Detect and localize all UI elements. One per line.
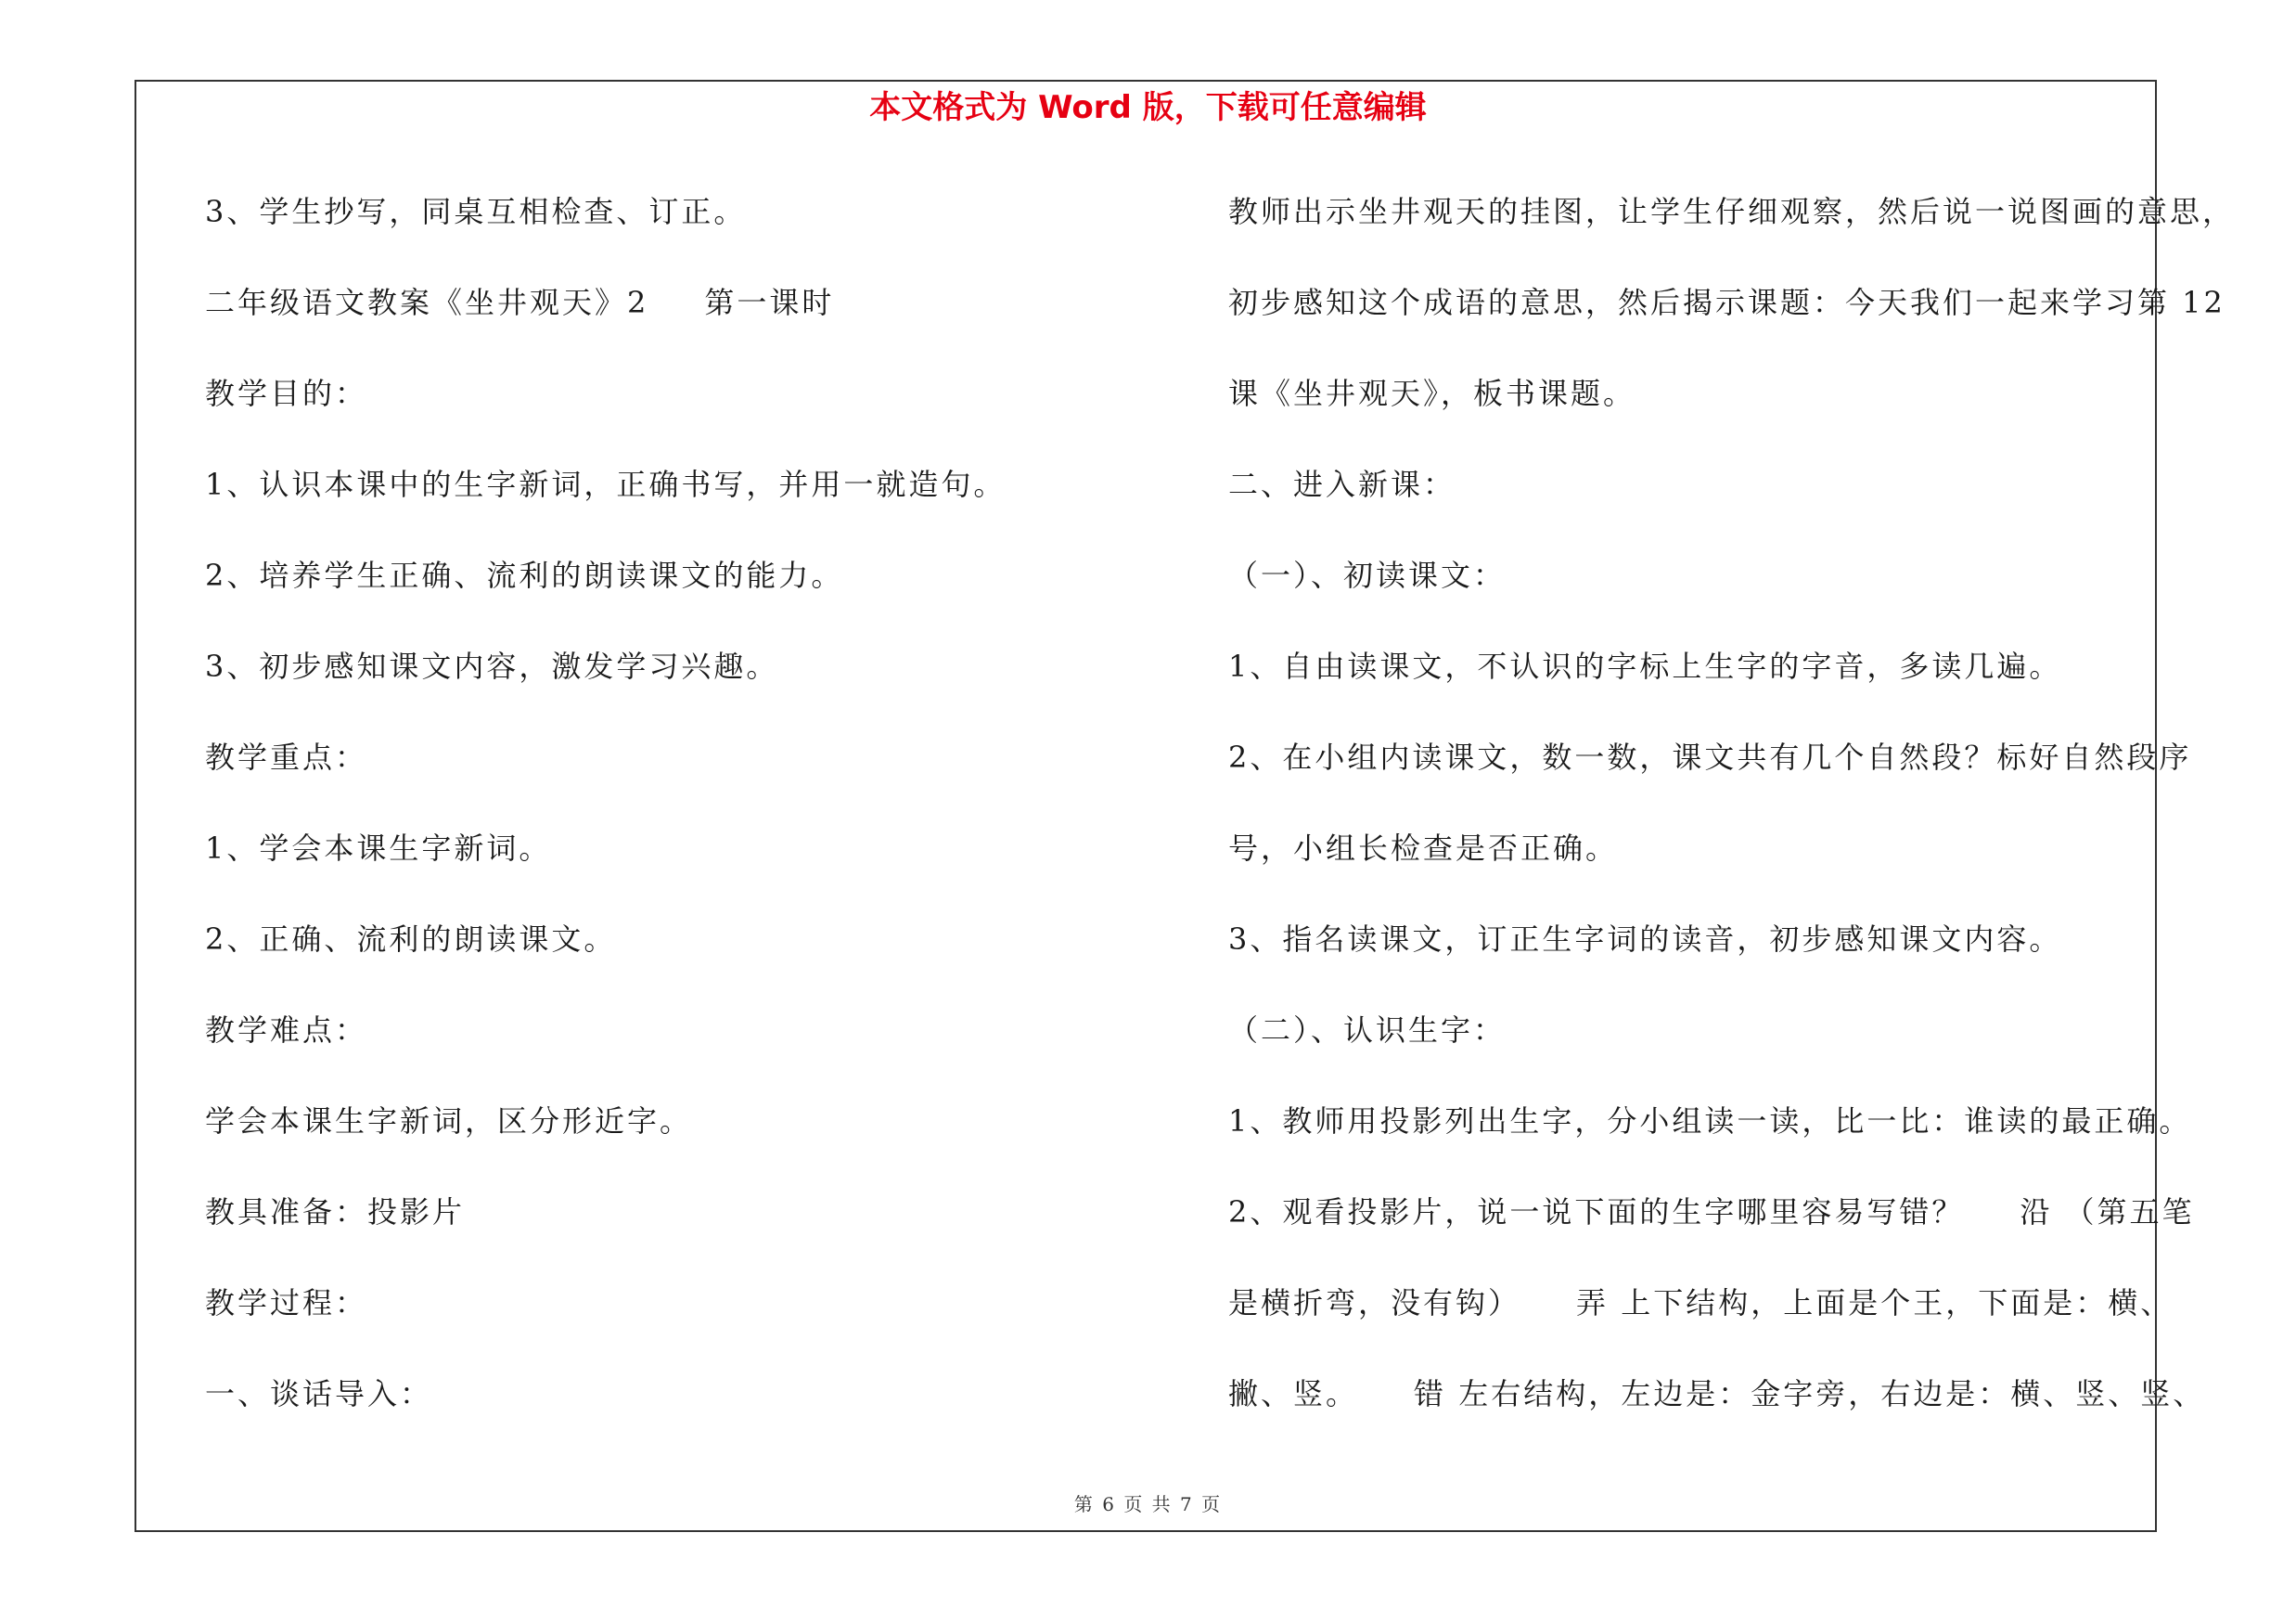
paragraph-line: 2、正确、流利的朗读课文。 — [205, 921, 617, 957]
text-segment: 沿 （第五笔 — [2020, 1194, 2195, 1230]
paragraph-line: 一、谈话导入： — [205, 1376, 433, 1411]
right-column — [1228, 184, 2236, 1457]
header-banner: 本文格式为 Word 版，下载可任意编辑 — [869, 89, 1427, 126]
paragraph-line — [1228, 1275, 2174, 1366]
paragraph-line — [1228, 1366, 2206, 1457]
text-segment: 是横折弯，没有钩） — [1228, 1285, 1521, 1320]
paragraph-line — [1228, 1184, 2195, 1275]
paragraph-line: 教具准备：投影片 — [205, 1194, 466, 1230]
paragraph-line: 1、认识本课中的生字新词，正确书写，并用一就造句。 — [205, 467, 1007, 502]
section-heading: 教学过程： — [205, 1285, 368, 1320]
paragraph-line: 1、学会本课生字新词。 — [205, 831, 552, 866]
page-footer: 第 6 页 共 7 页 — [1073, 1493, 1223, 1515]
paragraph-line: 教师出示坐井观天的挂图，让学生仔细观察，然后说一说图画的意思， — [1228, 194, 2236, 229]
lesson-title: 二年级语文教案《坐井观天》2 — [205, 285, 649, 320]
paragraph-line: 3、指名读课文，订正生字词的读音，初步感知课文内容。 — [1228, 921, 2062, 957]
paragraph-line: 号，小组长检查是否正确。 — [1228, 831, 1619, 866]
section-heading: 二、进入新课： — [1228, 467, 1456, 502]
paragraph-line: 1、自由读课文，不认识的字标上生字的字音，多读几遍。 — [1228, 649, 2062, 684]
section-heading: 教学目的： — [205, 376, 368, 411]
paragraph-line: 3、学生抄写，同桌互相检查、订正。 — [205, 194, 747, 229]
text-segment: 错 左右结构，左边是：金字旁，右边是：横、竖、竖、 — [1414, 1376, 2206, 1411]
text-segment: 撇、竖。 — [1228, 1376, 1359, 1411]
paragraph-line: 初步感知这个成语的意思，然后揭示课题：今天我们一起来学习第 12 — [1228, 285, 2225, 320]
lesson-title-line — [205, 275, 1179, 366]
section-heading: （二）、认识生字： — [1228, 1012, 1507, 1048]
text-segment: 弄 上下结构，上面是个王，下面是：横、 — [1576, 1285, 2174, 1320]
section-heading: （一）、初读课文： — [1228, 558, 1507, 593]
section-heading: 教学难点： — [205, 1012, 368, 1048]
left-column — [205, 184, 1179, 1457]
paragraph-line: 2、在小组内读课文，数一数，课文共有几个自然段？标好自然段序 — [1228, 740, 2192, 775]
paragraph-line: 1、教师用投影列出生字，分小组读一读，比一比：谁读的最正确。 — [1228, 1103, 2192, 1139]
paragraph-line: 课《坐井观天》，板书课题。 — [1228, 376, 1636, 411]
paragraph-line: 2、培养学生正确、流利的朗读课文的能力。 — [205, 558, 844, 593]
section-heading: 教学重点： — [205, 740, 368, 775]
paragraph-line: 学会本课生字新词，区分形近字。 — [205, 1103, 693, 1139]
text-segment: 2、观看投影片，说一说下面的生字哪里容易写错？ — [1228, 1194, 1965, 1230]
lesson-label: 第一课时 — [704, 285, 835, 320]
paragraph-line: 3、初步感知课文内容，激发学习兴趣。 — [205, 649, 779, 684]
